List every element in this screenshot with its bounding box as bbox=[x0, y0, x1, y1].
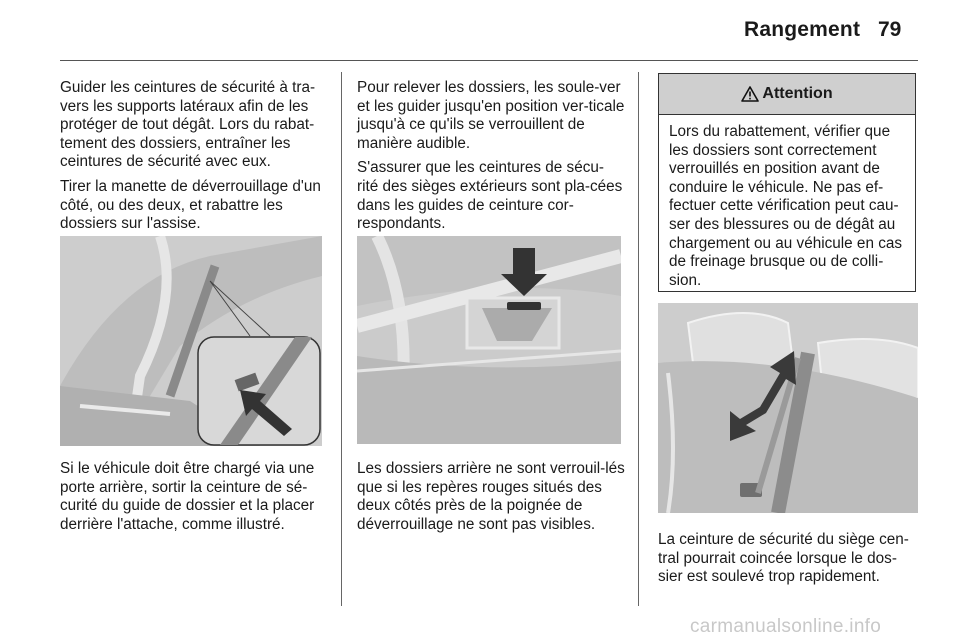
paragraph: Les dossiers arrière ne sont verrouil-lés que si les repères rouges situés des deux côtés près de la poignée de déverrouillage ne sont pas visibles. bbox=[357, 460, 625, 533]
warning-title: Attention bbox=[762, 85, 833, 102]
paragraph: Pour relever les dossiers, les soule-ver et les guider jusqu'en position ver-ticale jusqu'à ce qu'ils se verrouillent de manière audible. bbox=[357, 79, 625, 152]
warning-header bbox=[659, 74, 915, 115]
page-number: 79 bbox=[878, 18, 902, 41]
paragraph: Guider les ceintures de sécurité à tra-vers les supports latéraux afin de les protéger de tout dégât. Lors du rabat-tement des dossiers, entraîner les ceintures de sécurité avec eux. bbox=[60, 79, 316, 171]
paragraph: La ceinture de sécurité du siège cen-tral pourrait coincée lorsque le dos-sier est soulevé trop rapidement. bbox=[658, 531, 909, 586]
paragraph: Si le véhicule doit être chargé via une porte arrière, sortir la ceinture de sé-curité du guide de dossier et la placer derrière l'attache, comme illustré. bbox=[60, 460, 315, 533]
warning-triangle-icon bbox=[741, 86, 759, 102]
column-divider-2 bbox=[638, 72, 639, 606]
warning-box bbox=[658, 73, 916, 292]
column-1-bottom bbox=[60, 460, 330, 540]
watermark: carmanualsonline.info bbox=[690, 616, 882, 637]
column-divider-1 bbox=[341, 72, 342, 606]
illustration-center-seatbelt bbox=[658, 303, 918, 513]
warning-text: Lors du rabattement, vérifier que les dossiers sont correctement verrouillés en position avant de conduire le véhicule. Ne pas ef-fectuer cette vérification peut cau-ser des blessures ou de dégât au chargement ou au véhicule en cas de freinage brusque ou de colli-sion. bbox=[669, 123, 903, 289]
column-3-bottom bbox=[658, 531, 920, 593]
header-divider bbox=[60, 60, 918, 61]
page-title: Rangement bbox=[744, 18, 861, 41]
column-2-top bbox=[357, 79, 625, 240]
illustration-seatbelt-guide bbox=[60, 236, 322, 446]
column-1-top bbox=[60, 79, 326, 240]
paragraph: Tirer la manette de déverrouillage d'un côté, ou des deux, et rabattre les dossiers sur l'assise. bbox=[60, 177, 321, 233]
illustration-seat-lock bbox=[357, 236, 621, 444]
column-2-bottom bbox=[357, 460, 627, 540]
paragraph: S'assurer que les ceintures de sécu-rité des sièges extérieurs sont pla-cées dans les guides de ceinture cor-respondants. bbox=[357, 159, 623, 233]
